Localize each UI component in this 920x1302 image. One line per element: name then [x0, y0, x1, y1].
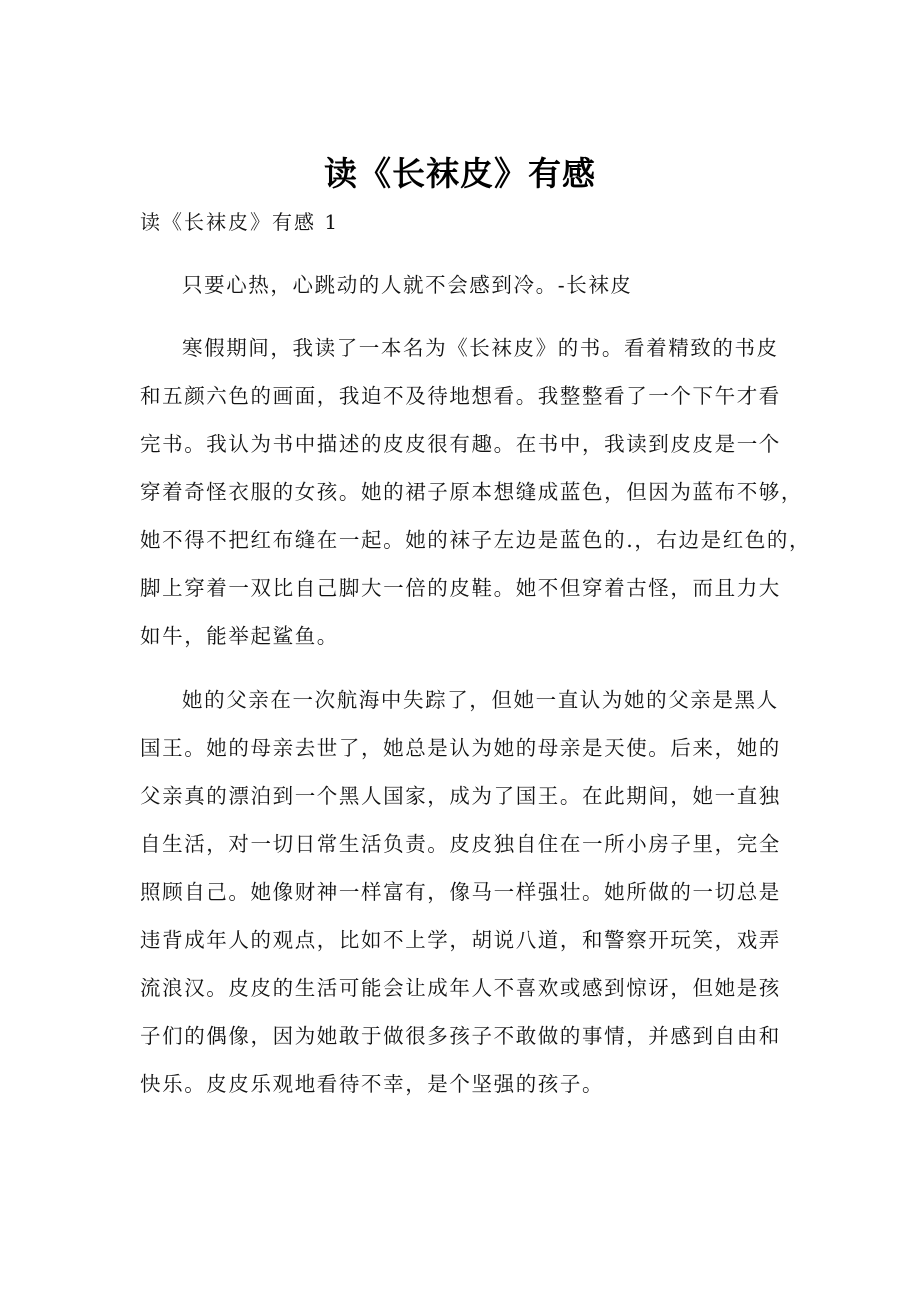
paragraph-line: 寒假期间，我读了一本名为《长袜皮》的书。看着精致的书皮	[182, 336, 779, 360]
paragraph-line: 和五颜六色的画面，我迫不及待地想看。我整整看了一个下午才看	[140, 384, 781, 408]
paragraph-line: 完书。我认为书中描述的皮皮很有趣。在书中，我读到皮皮是一个	[140, 432, 781, 456]
paragraph-line: 违背成年人的观点，比如不上学，胡说八道，和警察开玩笑，戏弄	[140, 928, 781, 952]
paragraph-line: 自生活，对一切日常生活负责。皮皮独自住在一所小房子里，完全	[140, 832, 781, 856]
paragraph-line: 父亲真的漂泊到一个黑人国家，成为了国王。在此期间，她一直独	[140, 784, 781, 808]
paragraph-line: 脚上穿着一双比自己脚大一倍的皮鞋。她不但穿着古怪，而且力大	[140, 576, 781, 600]
paragraph-line: 她的父亲在一次航海中失踪了，但她一直认为她的父亲是黑人	[182, 688, 779, 712]
paragraph-line: 流浪汉。皮皮的生活可能会让成年人不喜欢或感到惊讶，但她是孩	[140, 976, 781, 1000]
paragraph-line: 穿着奇怪衣服的女孩。她的裙子原本想缝成蓝色，但因为蓝布不够，	[140, 480, 803, 504]
paragraph-line: 子们的偶像，因为她敢于做很多孩子不敢做的事情，并感到自由和	[140, 1024, 781, 1048]
paragraph-line: 她不得不把红布缝在一起。她的袜子左边是蓝色的.，右边是红色的，	[140, 528, 812, 552]
paragraph-line: 快乐。皮皮乐观地看待不幸，是个坚强的孩子。	[140, 1072, 605, 1096]
paragraph-line: 照顾自己。她像财神一样富有，像马一样强壮。她所做的一切总是	[140, 880, 781, 904]
paragraph-line: 如牛，能举起鲨鱼。	[140, 624, 339, 648]
document-title: 读《长袜皮》有感	[324, 154, 596, 193]
quote-line: 只要心热，心跳动的人就不会感到冷。-长袜皮	[182, 273, 633, 297]
paragraph-line: 国王。她的母亲去世了，她总是认为她的母亲是天使。后来，她的	[140, 736, 781, 760]
section-heading: 读《长袜皮》有感 1	[140, 210, 340, 234]
